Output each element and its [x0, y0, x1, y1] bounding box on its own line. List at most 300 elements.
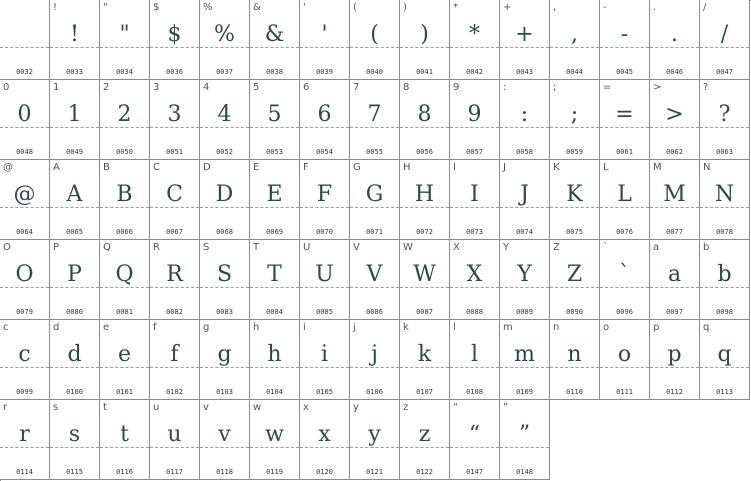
glyph-code-label: 0100 [66, 388, 83, 396]
glyph-code-label: 0097 [666, 308, 683, 316]
glyph-key-label: m [503, 322, 513, 333]
baseline-guide [0, 207, 49, 208]
glyph-key-label: a [653, 242, 660, 253]
baseline-guide [200, 367, 249, 368]
glyph-cell [150, 0, 200, 80]
glyph-cell [350, 320, 400, 400]
baseline-guide [650, 287, 699, 288]
glyph-sample: p [667, 342, 682, 367]
glyph-code-label: 0061 [616, 148, 633, 156]
baseline-guide [250, 127, 299, 128]
glyph-cell [350, 160, 400, 240]
glyph-cell [250, 320, 300, 400]
glyph-code-label: 0103 [216, 388, 233, 396]
glyph-code-label: 0072 [416, 228, 433, 236]
glyph-sample: > [665, 102, 684, 127]
glyph-cell [150, 240, 200, 320]
baseline-guide [450, 367, 499, 368]
glyph-code-label: 0056 [416, 148, 433, 156]
glyph-code-label: 0101 [116, 388, 133, 396]
glyph-code-label: 0081 [116, 308, 133, 316]
glyph-cell [100, 400, 150, 480]
glyph-key-label: V [353, 242, 360, 253]
glyph-code-label: 0071 [366, 228, 383, 236]
glyph-code-label: 0051 [166, 148, 183, 156]
glyph-cell [200, 80, 250, 160]
baseline-guide [550, 207, 599, 208]
glyph-cell [50, 400, 100, 480]
glyph-key-label: $ [153, 2, 160, 13]
glyph-sample: ; [570, 102, 579, 127]
glyph-key-label: p [653, 322, 660, 333]
glyph-code-label: 0118 [216, 468, 233, 476]
glyph-cell [700, 80, 750, 160]
glyph-cell [300, 80, 350, 160]
glyph-sample: & [264, 22, 285, 47]
baseline-guide [50, 367, 99, 368]
glyph-sample: F [316, 182, 333, 207]
glyph-key-label: N [703, 162, 711, 173]
glyph-cell [450, 320, 500, 400]
glyph-code-label: 0108 [466, 388, 483, 396]
glyph-key-label: f [153, 322, 157, 333]
glyph-sample: X [466, 262, 483, 287]
glyph-code-label: 0070 [316, 228, 333, 236]
glyph-sample: a [667, 262, 682, 287]
glyph-sample: T [267, 262, 282, 287]
glyph-cell [50, 80, 100, 160]
glyph-key-label: - [603, 2, 607, 13]
glyph-code-label: 0047 [716, 68, 733, 76]
glyph-code-label: 0104 [266, 388, 283, 396]
glyph-sample: l [470, 342, 479, 367]
glyph-key-label: S [203, 242, 210, 253]
glyph-code-label: 0110 [566, 388, 583, 396]
baseline-guide [400, 367, 449, 368]
glyph-code-label: 0037 [216, 68, 233, 76]
glyph-code-label: 0148 [516, 468, 533, 476]
glyph-sample: ) [420, 22, 429, 47]
glyph-key-label: ` [603, 242, 608, 253]
glyph-sample: U [315, 262, 334, 287]
glyph-key-label: B [103, 162, 110, 173]
glyph-sample: e [117, 342, 132, 367]
glyph-code-label: 0147 [466, 468, 483, 476]
glyph-cell [500, 80, 550, 160]
glyph-key-label: 3 [153, 82, 160, 93]
glyph-code-label: 0054 [316, 148, 333, 156]
glyph-sample: b [717, 262, 732, 287]
glyph-key-label: P [53, 242, 60, 253]
glyph-key-label: ? [703, 82, 709, 93]
baseline-guide [650, 47, 699, 48]
glyph-code-label: 0121 [366, 468, 383, 476]
glyph-cell [650, 240, 700, 320]
glyph-sample: k [417, 342, 432, 367]
baseline-guide [500, 447, 549, 448]
glyph-sample: w [265, 422, 284, 447]
glyph-sample: s [68, 422, 81, 447]
glyph-code-label: 0050 [116, 148, 133, 156]
glyph-cell [500, 0, 550, 80]
glyph-sample: x [318, 422, 331, 447]
baseline-guide [400, 287, 449, 288]
glyph-cell [400, 0, 450, 80]
glyph-cell [350, 80, 400, 160]
glyph-cell [250, 240, 300, 320]
baseline-guide [200, 207, 249, 208]
baseline-guide [450, 287, 499, 288]
glyph-sample: 8 [417, 102, 432, 127]
glyph-cell [0, 240, 50, 320]
baseline-guide [700, 287, 749, 288]
glyph-sample: Z [566, 262, 583, 287]
baseline-guide [100, 447, 149, 448]
glyph-key-label: c [3, 322, 9, 333]
baseline-guide [350, 47, 399, 48]
glyph-code-label: 0032 [16, 68, 33, 76]
glyph-key-label: z [403, 402, 409, 413]
glyph-key-label: 6 [303, 82, 310, 93]
glyph-sample: $ [167, 22, 182, 47]
glyph-key-label: ' [303, 2, 306, 13]
baseline-guide [500, 287, 549, 288]
baseline-guide [200, 287, 249, 288]
baseline-guide [200, 127, 249, 128]
glyph-cell [700, 0, 750, 80]
baseline-guide [700, 47, 749, 48]
baseline-guide [150, 207, 199, 208]
glyph-cell [200, 0, 250, 80]
glyph-code-label: 0078 [716, 228, 733, 236]
glyph-cell [500, 400, 550, 480]
glyph-cell [450, 240, 500, 320]
glyph-code-label: 0086 [366, 308, 383, 316]
glyph-code-label: 0114 [16, 468, 33, 476]
glyph-cell [700, 320, 750, 400]
glyph-cell [450, 0, 500, 80]
glyph-sample: " [119, 22, 130, 47]
glyph-sample: E [266, 182, 283, 207]
baseline-guide [300, 47, 349, 48]
baseline-guide [0, 47, 49, 48]
glyph-sample: . [671, 22, 678, 47]
baseline-guide [0, 447, 49, 448]
glyph-code-label: 0083 [216, 308, 233, 316]
glyph-key-label: * [453, 2, 458, 13]
glyph-key-label: : [503, 82, 507, 93]
baseline-guide [600, 287, 649, 288]
glyph-code-label: 0049 [66, 148, 83, 156]
glyph-code-label: 0088 [466, 308, 483, 316]
glyph-key-label: X [453, 242, 460, 253]
glyph-sample: + [515, 22, 534, 47]
glyph-key-label: M [653, 162, 662, 173]
glyph-cell [300, 240, 350, 320]
baseline-guide [150, 287, 199, 288]
glyph-cell [0, 320, 50, 400]
glyph-cell [450, 160, 500, 240]
glyph-cell [350, 0, 400, 80]
glyph-cell [50, 240, 100, 320]
glyph-code-label: 0038 [266, 68, 283, 76]
glyph-cell [0, 0, 50, 80]
baseline-guide [150, 127, 199, 128]
baseline-guide [50, 127, 99, 128]
glyph-key-label: " [103, 2, 108, 13]
glyph-sample: “ [468, 422, 481, 447]
glyph-cell [650, 80, 700, 160]
glyph-key-label: i [303, 322, 306, 333]
baseline-guide [600, 47, 649, 48]
glyph-key-label: ” [503, 402, 509, 413]
glyph-code-label: 0057 [466, 148, 483, 156]
glyph-cell [550, 240, 600, 320]
glyph-key-label: o [603, 322, 610, 333]
baseline-guide [350, 127, 399, 128]
glyph-key-label: r [3, 402, 8, 413]
glyph-key-label: ) [403, 2, 407, 13]
glyph-cell [500, 160, 550, 240]
glyph-sample: B [116, 182, 133, 207]
glyph-code-label: 0041 [416, 68, 433, 76]
glyph-cell [600, 0, 650, 80]
glyph-cell [550, 0, 600, 80]
glyph-sample: f [170, 342, 179, 367]
glyph-sample: / [720, 22, 729, 47]
glyph-key-label: + [503, 2, 512, 13]
glyph-sample: - [620, 22, 629, 47]
glyph-sample: ? [718, 102, 731, 127]
glyph-key-label: J [503, 162, 506, 173]
baseline-guide [250, 447, 299, 448]
glyph-code-label: 0043 [516, 68, 533, 76]
glyph-sample: z [418, 422, 431, 447]
glyph-code-label: 0062 [666, 148, 683, 156]
glyph-cell [0, 400, 50, 480]
glyph-code-label: 0079 [16, 308, 33, 316]
glyph-key-label: F [303, 162, 309, 173]
baseline-guide [100, 367, 149, 368]
glyph-key-label: v [203, 402, 209, 413]
glyph-key-label: ; [553, 82, 557, 93]
glyph-code-label: 0045 [616, 68, 633, 76]
baseline-guide [650, 367, 699, 368]
glyph-code-label: 0033 [66, 68, 83, 76]
baseline-guide [100, 287, 149, 288]
glyph-sample: o [617, 342, 632, 367]
glyph-code-label: 0090 [566, 308, 583, 316]
baseline-guide [350, 287, 399, 288]
glyph-cell [250, 0, 300, 80]
glyph-key-label: , [553, 2, 557, 13]
glyph-key-label: ( [353, 2, 357, 13]
glyph-code-label: 0113 [716, 388, 733, 396]
glyph-code-label: 0040 [366, 68, 383, 76]
baseline-guide [0, 367, 49, 368]
glyph-cell [450, 400, 500, 480]
glyph-sample: 5 [267, 102, 282, 127]
glyph-cell [0, 80, 50, 160]
glyph-code-label: 0119 [266, 468, 283, 476]
glyph-code-label: 0074 [516, 228, 533, 236]
glyph-cell [250, 160, 300, 240]
glyph-key-label: h [253, 322, 260, 333]
glyph-sample: m [514, 342, 535, 367]
glyph-code-label: 0122 [416, 468, 433, 476]
glyph-code-label: 0036 [166, 68, 183, 76]
glyph-sample: W [413, 262, 436, 287]
glyph-cell [250, 80, 300, 160]
glyph-sample: : [520, 102, 529, 127]
glyph-code-label: 0064 [16, 228, 33, 236]
glyph-cell [600, 160, 650, 240]
glyph-key-label: 2 [103, 82, 110, 93]
glyph-sample: h [267, 342, 282, 367]
baseline-guide [100, 127, 149, 128]
glyph-sample: ! [70, 22, 79, 47]
glyph-key-label: Z [553, 242, 560, 253]
glyph-key-label: % [203, 2, 213, 13]
glyph-cell [350, 400, 400, 480]
baseline-guide [600, 207, 649, 208]
glyph-cell [600, 320, 650, 400]
baseline-guide [100, 47, 149, 48]
baseline-guide [300, 367, 349, 368]
glyph-cell [50, 0, 100, 80]
glyph-code-label: 0117 [166, 468, 183, 476]
glyph-key-label: W [403, 242, 413, 253]
glyph-sample: ” [518, 422, 531, 447]
glyph-code-label: 0098 [716, 308, 733, 316]
glyph-sample: j [371, 342, 378, 367]
glyph-sample: Q [115, 262, 134, 287]
glyph-key-label: 8 [403, 82, 410, 93]
glyph-key-label: u [153, 402, 160, 413]
baseline-guide [650, 127, 699, 128]
glyph-sample: ' [321, 22, 328, 47]
glyph-cell [700, 160, 750, 240]
glyph-key-label: D [203, 162, 211, 173]
glyph-key-label: A [53, 162, 60, 173]
glyph-code-label: 0058 [516, 148, 533, 156]
glyph-sample: = [615, 102, 634, 127]
baseline-guide [400, 47, 449, 48]
glyph-code-label: 0109 [516, 388, 533, 396]
glyph-code-label: 0084 [266, 308, 283, 316]
glyph-key-label: “ [453, 402, 459, 413]
glyph-sample: Y [517, 262, 532, 287]
glyph-code-label: 0082 [166, 308, 183, 316]
glyph-sample: 6 [317, 102, 332, 127]
glyph-sample: u [167, 422, 182, 447]
baseline-guide [50, 47, 99, 48]
glyph-sample: H [414, 182, 435, 207]
baseline-guide [250, 207, 299, 208]
glyph-cell [100, 160, 150, 240]
glyph-cell [0, 160, 50, 240]
glyph-sample: g [217, 342, 232, 367]
glyph-key-label: Q [103, 242, 111, 253]
baseline-guide [200, 47, 249, 48]
baseline-guide [250, 47, 299, 48]
glyph-key-label: ! [53, 2, 58, 13]
glyph-cell [300, 400, 350, 480]
glyph-code-label: 0087 [416, 308, 433, 316]
glyph-sample: d [67, 342, 82, 367]
baseline-guide [600, 127, 649, 128]
glyph-code-label: 0073 [466, 228, 483, 236]
glyph-key-label: 9 [453, 82, 460, 93]
glyph-sample: 7 [367, 102, 382, 127]
glyph-code-label: 0111 [616, 388, 633, 396]
glyph-cell [100, 240, 150, 320]
baseline-guide [450, 47, 499, 48]
glyph-key-label: C [153, 162, 160, 173]
glyph-sample: r [19, 422, 30, 447]
glyph-cell [200, 160, 250, 240]
glyph-sample: @ [13, 182, 36, 207]
glyph-sample: C [166, 182, 183, 207]
glyph-key-label: L [603, 162, 609, 173]
glyph-sample: t [120, 422, 129, 447]
baseline-guide [700, 127, 749, 128]
glyph-code-label: 0106 [366, 388, 383, 396]
glyph-key-label: O [3, 242, 11, 253]
glyph-sample: 3 [167, 102, 182, 127]
glyph-code-label: 0053 [266, 148, 283, 156]
glyph-code-label: 0120 [316, 468, 333, 476]
glyph-code-label: 0052 [216, 148, 233, 156]
baseline-guide [300, 127, 349, 128]
glyph-key-label: d [53, 322, 60, 333]
glyph-code-label: 0112 [666, 388, 683, 396]
baseline-guide [50, 447, 99, 448]
glyph-sample: % [214, 22, 235, 47]
glyph-sample: 4 [217, 102, 232, 127]
glyph-sample: 2 [117, 102, 132, 127]
glyph-sample: ( [370, 22, 379, 47]
glyph-key-label: U [303, 242, 311, 253]
glyph-cell [650, 160, 700, 240]
glyph-code-label: 0089 [516, 308, 533, 316]
glyph-cell [200, 320, 250, 400]
glyph-code-label: 0075 [566, 228, 583, 236]
glyph-code-label: 0105 [316, 388, 333, 396]
glyph-cell [400, 320, 450, 400]
glyph-key-label: w [253, 402, 262, 413]
glyph-sample: N [714, 182, 735, 207]
glyph-key-label: Y [503, 242, 510, 253]
glyph-cell [500, 240, 550, 320]
baseline-guide [50, 207, 99, 208]
glyph-cell [350, 240, 400, 320]
glyph-cell [450, 80, 500, 160]
baseline-guide [650, 207, 699, 208]
glyph-sample: P [67, 262, 82, 287]
baseline-guide [400, 127, 449, 128]
glyph-key-label: s [53, 402, 59, 413]
glyph-cell [200, 400, 250, 480]
baseline-guide [550, 47, 599, 48]
glyph-cell [550, 160, 600, 240]
glyph-sample: K [566, 182, 583, 207]
glyph-key-label: e [103, 322, 110, 333]
glyph-key-label: T [253, 242, 260, 253]
glyph-cell [200, 240, 250, 320]
baseline-guide [200, 447, 249, 448]
glyph-key-label: H [403, 162, 411, 173]
